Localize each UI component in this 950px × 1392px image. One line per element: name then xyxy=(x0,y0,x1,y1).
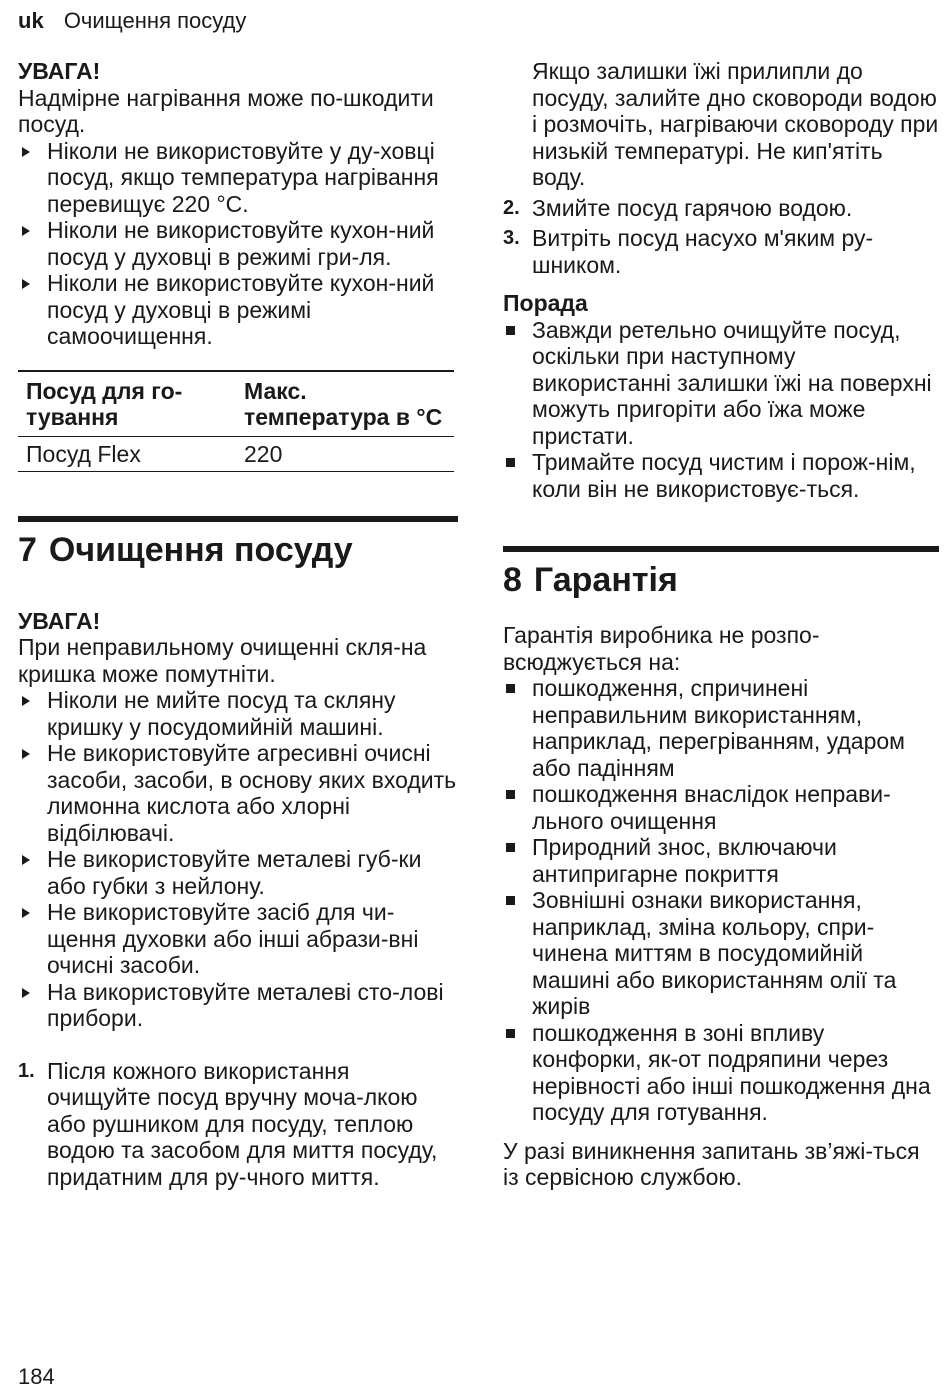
step-item xyxy=(18,1058,458,1191)
warning-item: Не використовуйте металеві губ-ки або губки з нейлону. xyxy=(18,846,458,899)
table-header-cookware: Посуд для го-тування xyxy=(26,377,183,430)
step-number: 3. xyxy=(503,227,520,249)
cleaning-warning-list xyxy=(18,687,458,1032)
cleaning-steps xyxy=(18,1058,458,1191)
warning-item: Не використовуйте агресивні очисні засоби, засоби, в основу яких входить лимонна кислота або хлорні відбілювачі. xyxy=(18,740,458,846)
section-title: Гарантія xyxy=(533,561,678,599)
warranty-item: пошкодження в зоні впливу конфорки, як-от подряпини через нерівності або інші пошкодження дна посуду для готування. xyxy=(503,1020,939,1126)
language-code: uk xyxy=(18,8,44,33)
step-text: Змийте посуд гарячою водою. xyxy=(532,194,853,221)
warranty-item: пошкодження, спричинені неправильним використанням, наприклад, перегріванням, ударом або падінням xyxy=(503,675,939,781)
warning-item: Не використовуйте засіб для чи-щення духовки або інші абрази-вні очисні засоби. xyxy=(18,899,458,979)
warning-item: Ніколи не мийте посуд та скляну кришку у посудомийній машині. xyxy=(18,687,458,740)
page-header xyxy=(18,8,246,34)
warning-label: УВАГА! xyxy=(18,607,101,634)
page-number: 184 xyxy=(18,1364,55,1389)
table-header-row xyxy=(18,371,454,437)
table-cell: 220 xyxy=(244,440,283,467)
warning-item: Ніколи не використовуйте кухон-ний посуд у духовці в режимі самоочищення. xyxy=(18,270,458,350)
warranty-exclusions-list xyxy=(503,675,939,1126)
section-title: Очищення посуду xyxy=(48,530,353,569)
warning-item: Ніколи не використовуйте у ду-ховці посуд, якщо температура нагрівання перевищує 220 °C. xyxy=(18,138,458,218)
warranty-outro: У разі виникнення запитань зв’яжі-ться із сервісною службою. xyxy=(503,1137,920,1190)
section-7-heading xyxy=(18,516,458,570)
warning-text: При неправильному очищенні скля-на кришка може помутніти. xyxy=(18,634,427,687)
cleaning-steps-continued xyxy=(503,195,939,279)
step-text: Після кожного використання очищуйте посуд вручну моча-лкою або рушником для посуду, теплою водою та засобом для миття посуду, придатним для ру-чного миття. xyxy=(47,1057,438,1190)
step-continuation: Якщо залишки їжі прилипли до посуду, залийте дно сковороди водою і розмочіть, нагріваючи сковороду при низькій температурі. Не кип'ятіть воду. xyxy=(532,58,939,190)
step-item xyxy=(503,195,939,222)
warning-item: На використовуйте металеві сто-лові прибори. xyxy=(18,979,458,1032)
section-number: 8 xyxy=(503,561,522,599)
table-header-max-temperature: Макс. температура в °C xyxy=(244,377,443,430)
section-8-heading xyxy=(503,546,939,600)
warranty-item: Природний знос, включаючи антипригарне покриття xyxy=(503,834,939,887)
step-text: Витріть посуд насухо м'яким ру-шником. xyxy=(532,225,874,278)
cookware-temperature-table xyxy=(18,370,454,472)
tip-item: Завжди ретельно очищуйте посуд, оскільки при наступному використанні залишки їжі на поверхні можуть пригоріти або їжа може пристати. xyxy=(503,317,939,450)
warning-item: Ніколи не використовуйте кухон-ний посуд у духовці в режимі гри-ля. xyxy=(18,217,458,270)
right-column xyxy=(503,58,939,1191)
header-title: Очищення посуду xyxy=(63,8,247,33)
step-number: 1. xyxy=(18,1059,35,1082)
table-cell: Посуд Flex xyxy=(26,440,141,467)
section-number: 7 xyxy=(18,530,37,569)
warning-text: Надмірне нагрівання може по-шкодити посуд. xyxy=(18,84,434,137)
warranty-intro: Гарантія виробника не розпо-всюджується на: xyxy=(503,622,820,675)
warranty-item: пошкодження внаслідок неправи-льного очищення xyxy=(503,781,939,834)
tip-item: Тримайте посуд чистим і порож-нім, коли він не використовує-ться. xyxy=(503,449,939,502)
table-row xyxy=(18,436,454,471)
warranty-item: Зовнішні ознаки використання, наприклад, зміна кольору, спри-чинена миттям в посудомийній машині або використанням олії та жирів xyxy=(503,887,939,1020)
left-column xyxy=(18,58,458,1190)
tip-list xyxy=(503,317,939,503)
tip-label: Порада xyxy=(503,290,588,316)
warning-label: УВАГА! xyxy=(18,58,101,84)
step-number: 2. xyxy=(503,196,520,219)
warning-list xyxy=(18,138,458,350)
step-item xyxy=(503,225,939,278)
